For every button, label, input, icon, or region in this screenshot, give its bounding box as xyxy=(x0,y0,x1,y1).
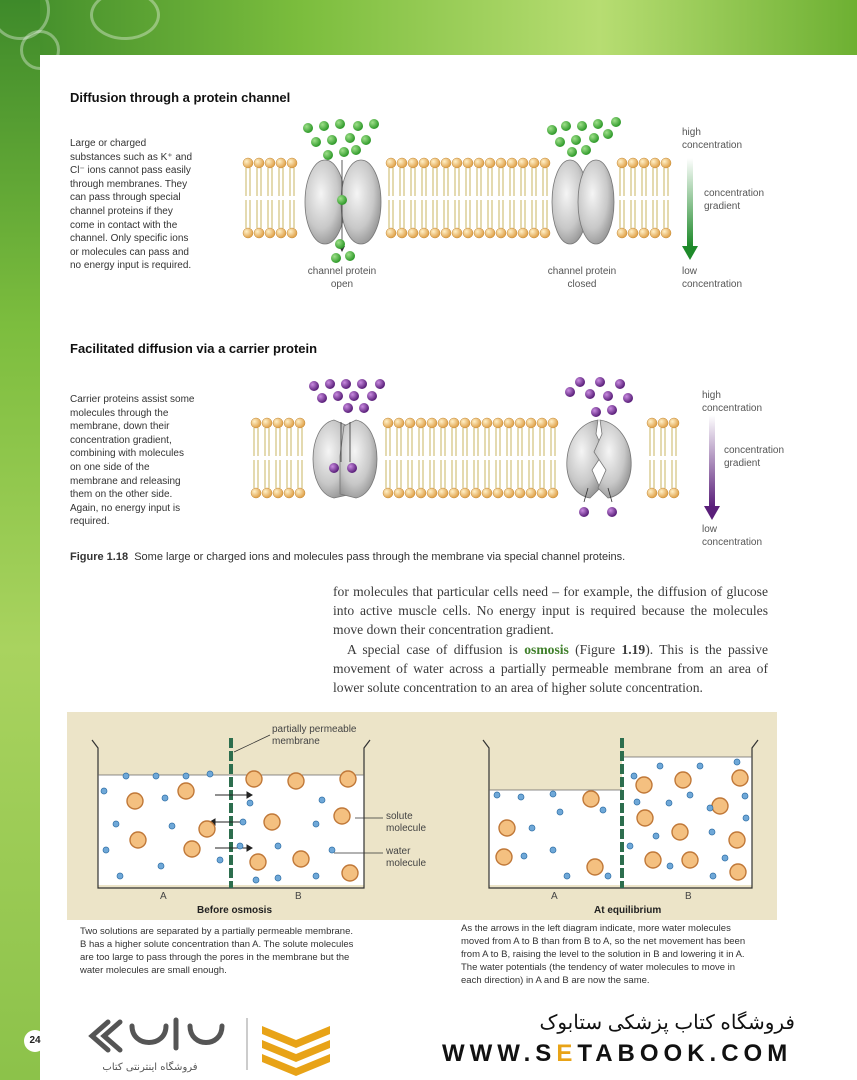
water-molecule xyxy=(657,763,663,769)
water-molecule xyxy=(158,863,164,869)
solute-molecule xyxy=(730,864,746,880)
solute-molecule xyxy=(178,783,194,799)
water-molecule xyxy=(600,807,606,813)
water-molecule xyxy=(183,773,189,779)
solute-molecule xyxy=(496,849,512,865)
label-side-b: B xyxy=(685,891,692,902)
water-molecule xyxy=(329,847,335,853)
water-molecule xyxy=(162,795,168,801)
label-high-concentration: high concentration xyxy=(702,390,763,414)
water-molecule xyxy=(207,771,213,777)
section-heading: Diffusion through a protein channel xyxy=(70,90,291,105)
label-water-molecule: water molecule xyxy=(386,846,427,869)
solute-molecule xyxy=(246,771,262,787)
label-low-concentration: low concentration xyxy=(702,524,763,548)
water-molecule xyxy=(687,792,693,798)
water-molecule xyxy=(494,792,500,798)
paragraph: A special case of diffusion is osmosis (Figure 1.19). This is the passive movement of water across a partially permeable membrane from an area of lower solute concentration to an area of higher solute concentration. xyxy=(333,641,768,696)
side-note: Large or charged substances such as K⁺ and Cl⁻ ions cannot pass easily through membranes. They can pass through special channel proteins if they come in contact with the channel. Only specific ions or molecules can pass and no energy input is required. xyxy=(70,138,193,272)
label-solute-molecule: solute molecule xyxy=(386,811,427,834)
water-molecule xyxy=(550,847,556,853)
label-concentration-gradient: concentration gradient xyxy=(704,188,765,212)
label-channel-closed: channel protein closed xyxy=(547,266,617,290)
water-molecule xyxy=(742,793,748,799)
water-molecule xyxy=(113,821,119,827)
water-molecule xyxy=(653,833,659,839)
label-side-a: A xyxy=(551,891,558,902)
water-molecule xyxy=(697,763,703,769)
water-molecule xyxy=(117,873,123,879)
solute-molecule xyxy=(293,851,309,867)
solute-molecule xyxy=(645,852,661,868)
solute-molecule xyxy=(712,798,728,814)
water-molecule xyxy=(153,773,159,779)
panel-title-before: Before osmosis xyxy=(197,905,273,916)
water-molecule xyxy=(518,794,524,800)
water-molecule xyxy=(247,800,253,806)
water-molecule xyxy=(667,863,673,869)
water-molecule xyxy=(722,855,728,861)
side-note: Carrier proteins assist some molecules through the membrane, down their concentration gradient, combining with molecules on one side of the membrane and releasing them on the other side. Again, no energy input is required. xyxy=(70,394,195,528)
solute-molecule xyxy=(184,841,200,857)
page-number: 24 xyxy=(24,1030,46,1052)
water-molecule xyxy=(240,819,246,825)
label-low-concentration: low concentration xyxy=(682,266,743,290)
water-molecule xyxy=(529,825,535,831)
water-molecule xyxy=(627,843,633,849)
solute-molecule xyxy=(130,832,146,848)
solute-molecule xyxy=(250,854,266,870)
label-concentration-gradient: concentration gradient xyxy=(724,445,785,469)
solute-molecule xyxy=(729,832,745,848)
water-molecule xyxy=(710,873,716,879)
section-heading: Facilitated diffusion via a carrier protein xyxy=(70,341,318,356)
water-molecule xyxy=(275,875,281,881)
label-side-a: A xyxy=(160,891,167,902)
water-molecule xyxy=(557,809,563,815)
solute-molecule xyxy=(264,814,280,830)
water-molecule xyxy=(550,791,556,797)
water-molecule xyxy=(313,821,319,827)
solute-molecule xyxy=(672,824,688,840)
solute-molecule xyxy=(682,852,698,868)
solute-molecule xyxy=(340,771,356,787)
solute-molecule xyxy=(636,777,652,793)
solute-molecule xyxy=(499,820,515,836)
key-term: osmosis xyxy=(524,641,569,657)
water-molecule xyxy=(605,873,611,879)
solute-molecule xyxy=(587,859,603,875)
panel-title-after: At equilibrium xyxy=(594,905,662,916)
water-molecule xyxy=(123,773,129,779)
water-molecule xyxy=(103,847,109,853)
water-molecule xyxy=(217,857,223,863)
water-molecule xyxy=(101,788,107,794)
solute-molecule xyxy=(199,821,215,837)
solute-molecule xyxy=(127,793,143,809)
paragraph: for molecules that particular cells need – for example, the diffusion of glucose into active muscle cells. No energy input is required because the molecules move down their concentration gradient. xyxy=(333,584,768,638)
solute-molecule xyxy=(732,770,748,786)
water-molecule xyxy=(169,823,175,829)
solute-molecule xyxy=(288,773,304,789)
osmosis-caption-left: Two solutions are separated by a partially permeable membrane. B has a higher solute concentration than A. The solute molecules are too large to pass through the pores in the membrane but the water molecules are small enough. xyxy=(80,926,354,976)
water-molecule xyxy=(275,843,281,849)
store-url: WWW.SETABOOK.COM xyxy=(442,1040,793,1067)
water-molecule xyxy=(743,815,749,821)
water-molecule xyxy=(564,873,570,879)
label-channel-open: channel protein open xyxy=(307,266,377,290)
water-molecule xyxy=(709,829,715,835)
solute-molecule xyxy=(334,808,350,824)
solute-molecule xyxy=(342,865,358,881)
solute-molecule xyxy=(637,810,653,826)
solute-molecule xyxy=(675,772,691,788)
water-molecule xyxy=(734,759,740,765)
water-molecule xyxy=(521,853,527,859)
water-molecule xyxy=(634,799,640,805)
water-molecule xyxy=(319,797,325,803)
logo-caption: فروشگاه اینترنتی کتاب xyxy=(102,1062,198,1073)
water-molecule xyxy=(707,805,713,811)
water-molecule xyxy=(237,843,243,849)
water-molecule xyxy=(666,800,672,806)
solute-molecule xyxy=(583,791,599,807)
figure-caption: Figure 1.18 Some large or charged ions and molecules pass through the membrane via special channel proteins. xyxy=(70,551,626,563)
water-molecule xyxy=(313,873,319,879)
store-name: فروشگاه کتاب پزشکی ستابوک xyxy=(539,1012,795,1034)
osmosis-caption-right: As the arrows in the left diagram indicate, more water molecules moved from A to B than from B to A, so the net movement has been from A to B, raising the level to the solution in B and lowering it in A. The water potentials (the tendency of water molecules to move in each direction) in A and B are now the same. xyxy=(461,923,746,986)
label-membrane: partially permeable membrane xyxy=(272,724,357,747)
water-molecule xyxy=(253,877,259,883)
store-logo xyxy=(80,1012,340,1076)
label-high-concentration: high concentration xyxy=(682,127,743,151)
water-molecule xyxy=(631,773,637,779)
label-side-b: B xyxy=(295,891,302,902)
